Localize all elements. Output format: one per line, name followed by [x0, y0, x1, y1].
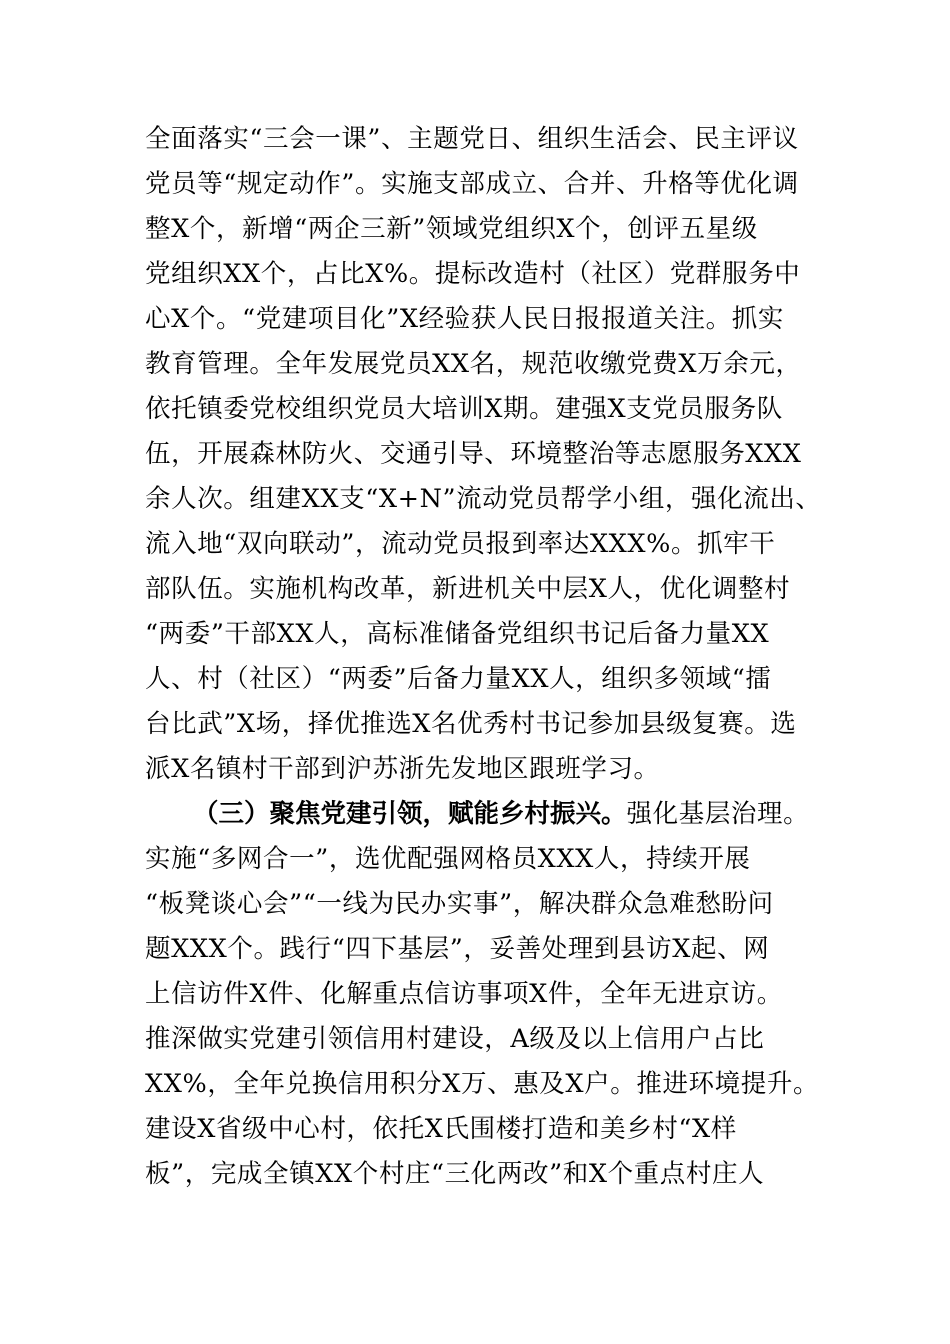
- paragraph-line: “板凳谈心会”“一线为民办实事”，解决群众急难愁盼问: [145, 889, 774, 919]
- paragraph-line: 流入地“双向联动”，流动党员报到率达XXX%。抓牢干: [145, 529, 776, 559]
- paragraph-line: 实施“多网合一”，选优配强网格员XXX人，持续开展: [145, 844, 751, 874]
- section-heading: （三）聚焦党建引领，赋能乡村振兴。: [193, 799, 627, 829]
- paragraph-line: 余人次。组建XX支“X+N”流动党员帮学小组，强化流出、: [145, 484, 822, 514]
- paragraph-line: 板”，完成全镇XX个村庄“三化两改”和X个重点村庄人: [145, 1159, 765, 1189]
- paragraph-line: 整X个，新增“两企三新”领域党组织X个，创评五星级: [145, 214, 758, 244]
- section-heading-rest: 强化基层治理。: [626, 799, 810, 829]
- paragraph-line: “两委”干部XX人，高标准储备党组织书记后备力量XX: [145, 619, 770, 649]
- paragraph-line: 派X名镇村干部到沪苏浙先发地区跟班学习。: [145, 754, 660, 784]
- paragraph-line: XX%，全年兑换信用积分X万、惠及X户。推进环境提升。: [145, 1069, 820, 1099]
- paragraph-line: 推深做实党建引领信用村建设，A级及以上信用户占比: [145, 1024, 765, 1054]
- paragraph-line: 教育管理。全年发展党员XX名，规范收缴党费X万余元，: [145, 349, 802, 379]
- paragraph-line: 心X个。“党建项目化”X经验获人民日报报道关注。抓实: [145, 304, 784, 334]
- paragraph-line: 部队伍。实施机构改革，新进机关中层X人，优化调整村: [145, 574, 791, 604]
- paragraph-line: 党组织XX个，占比X%。提标改造村（社区）党群服务中: [145, 259, 801, 289]
- paragraph-line: 伍，开展森林防火、交通引导、环境整治等志愿服务XXX: [145, 439, 802, 469]
- paragraph-line: 台比武”X场，择优推选X名优秀村书记参加县级复赛。选: [145, 709, 797, 739]
- paragraph-line: 题XXX个。践行“四下基层”，妥善处理到县访X起、网: [145, 934, 770, 964]
- paragraph-line: 依托镇委党校组织党员大培训X期。建强X支党员服务队: [145, 394, 783, 424]
- paragraph-line: 建设X省级中心村，依托X氏围楼打造和美乡村“X样: [145, 1114, 737, 1144]
- paragraph-line: 党员等“规定动作”。实施支部成立、合并、升格等优化调: [145, 169, 799, 199]
- document-body: [145, 117, 825, 1197]
- paragraph-line: 人、村（社区）“两委”后备力量XX人，组织多领域“擂: [145, 664, 772, 694]
- paragraph-line: 上信访件X件、化解重点信访事项X件，全年无进京访。: [145, 979, 783, 1009]
- paragraph-line: 全面落实“三会一课”、主题党日、组织生活会、民主评议: [145, 124, 799, 154]
- section-heading-line: [145, 792, 825, 837]
